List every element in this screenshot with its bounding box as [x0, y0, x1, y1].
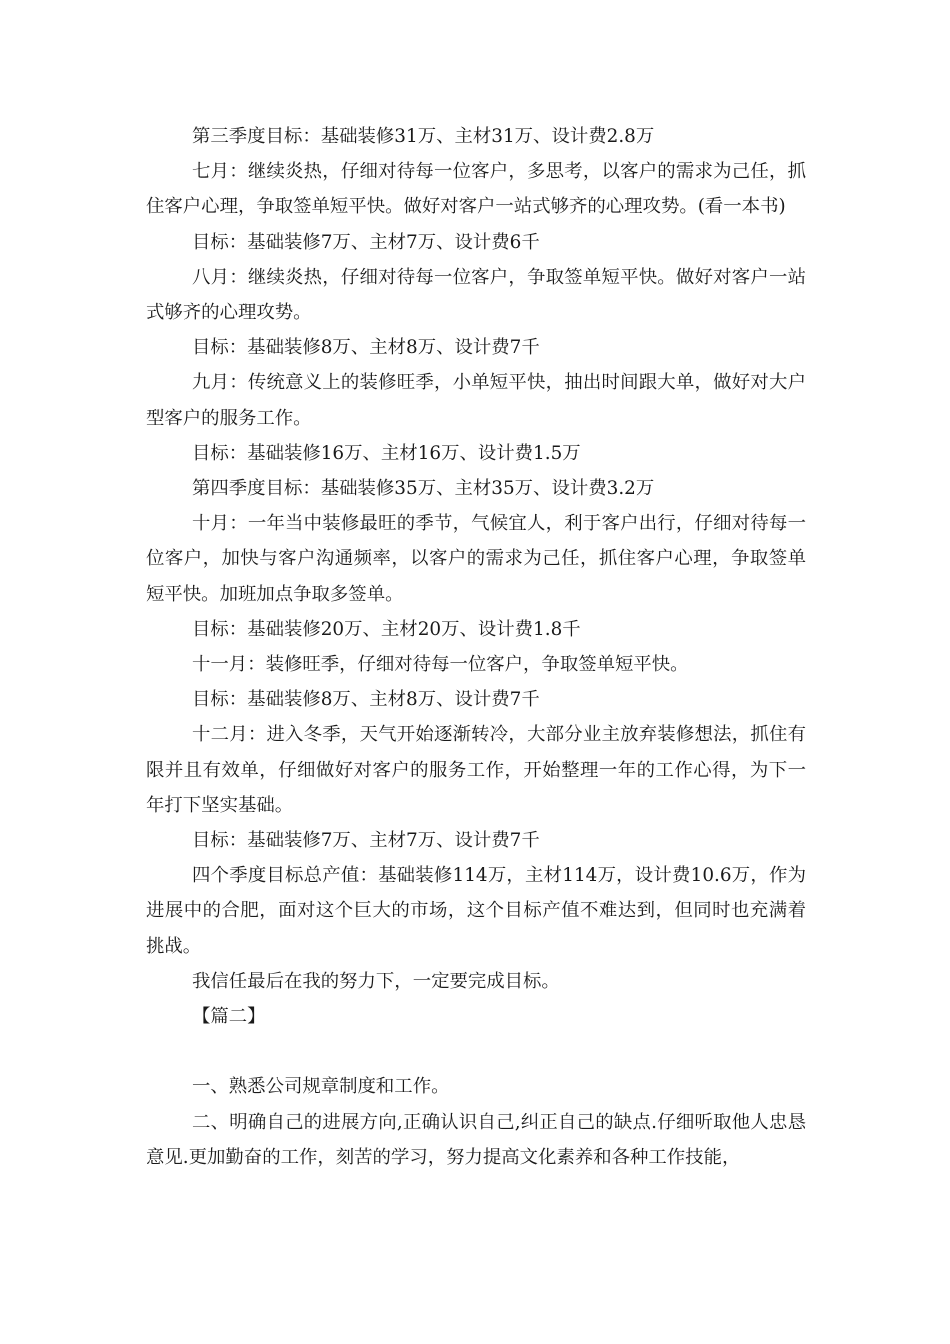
- november-target: 目标：基础装修8万、主材8万、设计费7千: [192, 689, 540, 711]
- september-plan: 九月：传统意义上的装修旺季，小单短平快，抽出时间跟大单，做好对大户型客户的服务工作。: [146, 372, 806, 429]
- august-plan: 八月：继续炎热，仔细对待每一位客户，争取签单短平快。做好对客户一站式够齐的心理攻势。: [146, 266, 806, 324]
- october-plan: 十月：一年当中装修最旺的季节，气候宜人，利于客户出行，仔细对待每一位客户，加快与客户沟通频率，以客户的需求为己任，抓住客户心理，争取签单短平快。加班加点争取多签单。: [146, 513, 806, 605]
- july-plan: 七月：继续炎热，仔细对待每一位客户，多思考，以客户的需求为己任，抓住客户心理，争取签单短平快。做好对客户一站式够齐的心理攻势。(看一本书): [146, 161, 806, 218]
- item-two: 二、明确自己的进展方向,正确认识自己,纠正自己的缺点.仔细听取他人忠恳意见.更加勤奋的工作，刻苦的学习，努力提高文化素养和各种工作技能，: [146, 1111, 806, 1168]
- july-target: 目标：基础装修7万、主材7万、设计费6千: [192, 231, 540, 253]
- section-spacer: [146, 1034, 806, 1069]
- october-target: 目标：基础装修20万、主材20万、设计费1.8千: [192, 618, 581, 640]
- december-target: 目标：基础装修7万、主材7万、设计费7千: [192, 830, 540, 852]
- november-plan: 十一月：装修旺季，仔细对待每一位客户，争取签单短平快。: [192, 654, 689, 676]
- section-heading: 【篇二】: [192, 1006, 266, 1028]
- q4-target: 第四季度目标：基础装修35万、主材35万、设计费3.2万: [192, 478, 655, 500]
- december-plan: 十二月：进入冬季，天气开始逐渐转冷，大部分业主放弃装修想法，抓住有限并且有效单，仔细做好对客户的服务工作，开始整理一年的工作心得，为下一年打下坚实基础。: [146, 724, 806, 816]
- document-body: [146, 119, 806, 1175]
- item-one: 一、熟悉公司规章制度和工作。: [192, 1076, 450, 1098]
- annual-total-target: 四个季度目标总产值：基础装修114万，主材114万，设计费10.6万，作为进展中的合肥，面对这个巨大的市场，这个目标产值不难达到，但同时也充满着挑战。: [146, 865, 806, 957]
- closing-statement: 我信任最后在我的努力下，一定要完成目标。: [192, 970, 560, 992]
- august-target: 目标：基础装修8万、主材8万、设计费7千: [192, 337, 540, 359]
- q3-target: 第三季度目标：基础装修31万、主材31万、设计费2.8万: [192, 126, 655, 147]
- september-target: 目标：基础装修16万、主材16万、设计费1.5万: [192, 442, 581, 464]
